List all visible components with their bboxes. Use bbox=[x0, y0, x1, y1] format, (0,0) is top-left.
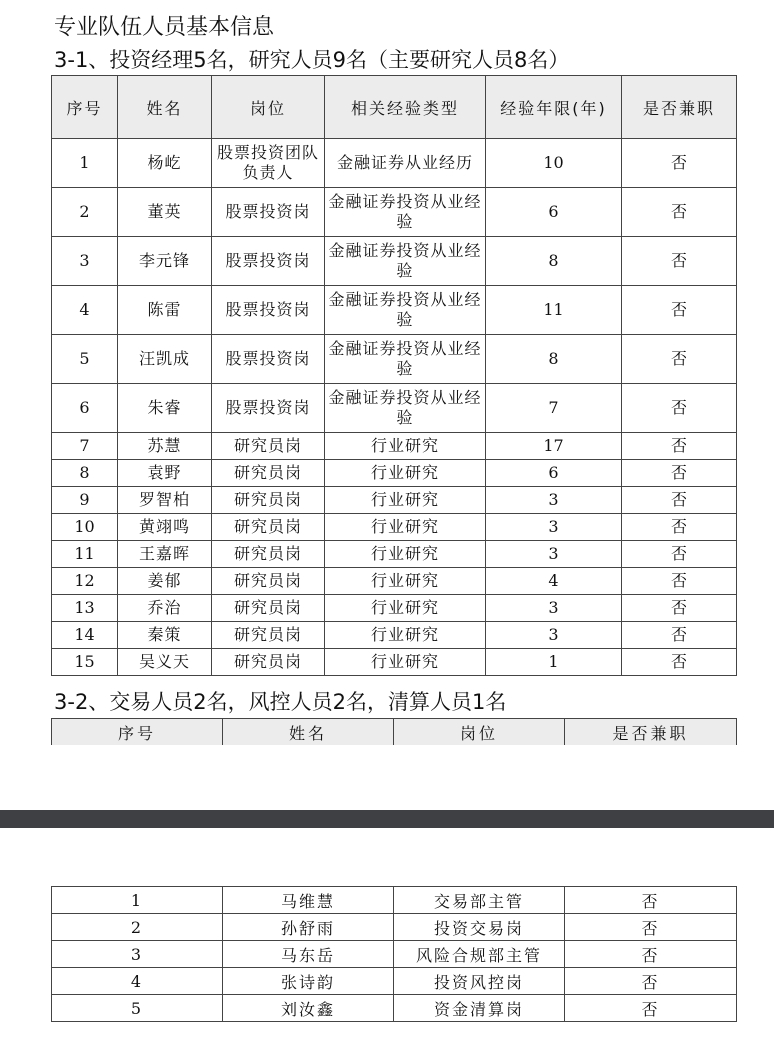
table-row bbox=[52, 460, 737, 487]
table-row bbox=[52, 568, 737, 595]
table-row bbox=[52, 384, 737, 433]
cell-post: 投资风控岗 bbox=[394, 968, 565, 995]
cell-index: 2 bbox=[52, 188, 118, 237]
table-row bbox=[52, 595, 737, 622]
cell-part-time: 否 bbox=[622, 286, 737, 335]
cell-post: 研究员岗 bbox=[212, 649, 325, 676]
cell-post: 风险合规部主管 bbox=[394, 941, 565, 968]
cell-name: 孙舒雨 bbox=[223, 914, 394, 941]
cell-years: 4 bbox=[486, 568, 622, 595]
table-row bbox=[52, 335, 737, 384]
cell-name: 刘汝鑫 bbox=[223, 995, 394, 1022]
table-row bbox=[52, 188, 737, 237]
cell-years: 8 bbox=[486, 335, 622, 384]
cell-part-time: 否 bbox=[565, 968, 737, 995]
header-post: 岗位 bbox=[394, 719, 565, 746]
page-break-divider bbox=[0, 810, 774, 828]
cell-experience-type: 金融证券投资从业经验 bbox=[325, 237, 486, 286]
header-years: 经验年限(年) bbox=[486, 76, 622, 139]
cell-index: 12 bbox=[52, 568, 118, 595]
cell-part-time: 否 bbox=[565, 887, 737, 914]
cell-post: 交易部主管 bbox=[394, 887, 565, 914]
cell-part-time: 否 bbox=[622, 622, 737, 649]
table-body bbox=[52, 887, 737, 1022]
cell-experience-type: 金融证券投资从业经验 bbox=[325, 335, 486, 384]
page-heading: 专业队伍人员基本信息 bbox=[54, 15, 275, 40]
cell-part-time: 否 bbox=[565, 914, 737, 941]
cell-post: 研究员岗 bbox=[212, 568, 325, 595]
cell-post: 股票投资团队负责人 bbox=[212, 139, 325, 188]
cell-post: 研究员岗 bbox=[212, 433, 325, 460]
cell-name: 朱睿 bbox=[118, 384, 212, 433]
cell-experience-type: 行业研究 bbox=[325, 541, 486, 568]
cell-index: 8 bbox=[52, 460, 118, 487]
cell-name: 董英 bbox=[118, 188, 212, 237]
cell-experience-type: 行业研究 bbox=[325, 649, 486, 676]
cell-index: 14 bbox=[52, 622, 118, 649]
cell-post: 股票投资岗 bbox=[212, 335, 325, 384]
table-row bbox=[52, 237, 737, 286]
header-name: 姓名 bbox=[223, 719, 394, 746]
table-row bbox=[52, 541, 737, 568]
section-2-title: 3-2、交易人员2名，风控人员2名，清算人员1名 bbox=[54, 690, 507, 714]
cell-part-time: 否 bbox=[622, 460, 737, 487]
cell-index: 5 bbox=[52, 335, 118, 384]
cell-post: 研究员岗 bbox=[212, 541, 325, 568]
cell-index: 1 bbox=[52, 139, 118, 188]
table-body bbox=[52, 139, 737, 676]
cell-post: 研究员岗 bbox=[212, 460, 325, 487]
table-row bbox=[52, 968, 737, 995]
cell-post: 股票投资岗 bbox=[212, 237, 325, 286]
cell-index: 9 bbox=[52, 487, 118, 514]
cell-index: 15 bbox=[52, 649, 118, 676]
cell-part-time: 否 bbox=[565, 941, 737, 968]
table-row bbox=[52, 649, 737, 676]
cell-experience-type: 金融证券投资从业经验 bbox=[325, 384, 486, 433]
cell-years: 11 bbox=[486, 286, 622, 335]
cell-years: 3 bbox=[486, 487, 622, 514]
page-gap bbox=[0, 745, 774, 810]
cell-part-time: 否 bbox=[622, 595, 737, 622]
cell-post: 研究员岗 bbox=[212, 487, 325, 514]
cell-experience-type: 行业研究 bbox=[325, 433, 486, 460]
table-row bbox=[52, 914, 737, 941]
cell-name: 马维慧 bbox=[223, 887, 394, 914]
cell-post: 投资交易岗 bbox=[394, 914, 565, 941]
header-name: 姓名 bbox=[118, 76, 212, 139]
cell-name: 罗智柏 bbox=[118, 487, 212, 514]
cell-experience-type: 金融证券投资从业经验 bbox=[325, 286, 486, 335]
cell-part-time: 否 bbox=[622, 514, 737, 541]
section-1-title: 3-1、投资经理5名，研究人员9名（主要研究人员8名） bbox=[54, 48, 570, 72]
cell-years: 3 bbox=[486, 622, 622, 649]
cell-years: 1 bbox=[486, 649, 622, 676]
cell-experience-type: 金融证券从业经历 bbox=[325, 139, 486, 188]
header-index: 序号 bbox=[52, 76, 118, 139]
cell-experience-type: 行业研究 bbox=[325, 460, 486, 487]
cell-name: 张诗韵 bbox=[223, 968, 394, 995]
cell-post: 股票投资岗 bbox=[212, 384, 325, 433]
cell-part-time: 否 bbox=[622, 649, 737, 676]
cell-years: 17 bbox=[486, 433, 622, 460]
cell-post: 资金清算岗 bbox=[394, 995, 565, 1022]
cell-years: 3 bbox=[486, 514, 622, 541]
header-experience-type: 相关经验类型 bbox=[325, 76, 486, 139]
cell-index: 5 bbox=[52, 995, 223, 1022]
table-row bbox=[52, 286, 737, 335]
cell-post: 研究员岗 bbox=[212, 595, 325, 622]
cell-part-time: 否 bbox=[622, 237, 737, 286]
cell-name: 李元锋 bbox=[118, 237, 212, 286]
cell-part-time: 否 bbox=[622, 188, 737, 237]
cell-part-time: 否 bbox=[622, 384, 737, 433]
cell-post: 股票投资岗 bbox=[212, 286, 325, 335]
cell-part-time: 否 bbox=[622, 139, 737, 188]
table-row bbox=[52, 433, 737, 460]
cell-index: 6 bbox=[52, 384, 118, 433]
cell-name: 杨屹 bbox=[118, 139, 212, 188]
cell-name: 黄翊鸣 bbox=[118, 514, 212, 541]
cell-index: 3 bbox=[52, 941, 223, 968]
cell-name: 秦策 bbox=[118, 622, 212, 649]
cell-name: 王嘉晖 bbox=[118, 541, 212, 568]
trading-risk-staff-table-header bbox=[51, 718, 737, 746]
table-row bbox=[52, 887, 737, 914]
cell-index: 4 bbox=[52, 286, 118, 335]
cell-name: 乔治 bbox=[118, 595, 212, 622]
cell-name: 陈雷 bbox=[118, 286, 212, 335]
cell-post: 股票投资岗 bbox=[212, 188, 325, 237]
table-row bbox=[52, 487, 737, 514]
trading-risk-staff-table bbox=[51, 886, 737, 1022]
cell-years: 3 bbox=[486, 595, 622, 622]
cell-part-time: 否 bbox=[622, 433, 737, 460]
cell-post: 研究员岗 bbox=[212, 514, 325, 541]
cell-name: 袁野 bbox=[118, 460, 212, 487]
cell-index: 3 bbox=[52, 237, 118, 286]
cell-part-time: 否 bbox=[565, 995, 737, 1022]
cell-index: 11 bbox=[52, 541, 118, 568]
cell-years: 7 bbox=[486, 384, 622, 433]
table-row bbox=[52, 139, 737, 188]
cell-experience-type: 行业研究 bbox=[325, 622, 486, 649]
cell-post: 研究员岗 bbox=[212, 622, 325, 649]
cell-experience-type: 行业研究 bbox=[325, 487, 486, 514]
cell-name: 马东岳 bbox=[223, 941, 394, 968]
cell-index: 7 bbox=[52, 433, 118, 460]
cell-experience-type: 行业研究 bbox=[325, 568, 486, 595]
cell-experience-type: 行业研究 bbox=[325, 595, 486, 622]
cell-part-time: 否 bbox=[622, 541, 737, 568]
table-row bbox=[52, 941, 737, 968]
cell-index: 13 bbox=[52, 595, 118, 622]
cell-name: 苏慧 bbox=[118, 433, 212, 460]
investment-research-staff-table bbox=[51, 75, 737, 676]
table-row bbox=[52, 514, 737, 541]
cell-index: 10 bbox=[52, 514, 118, 541]
cell-years: 8 bbox=[486, 237, 622, 286]
table-row bbox=[52, 995, 737, 1022]
header-index: 序号 bbox=[52, 719, 223, 746]
cell-index: 1 bbox=[52, 887, 223, 914]
cell-years: 3 bbox=[486, 541, 622, 568]
header-post: 岗位 bbox=[212, 76, 325, 139]
cell-index: 4 bbox=[52, 968, 223, 995]
table-row bbox=[52, 622, 737, 649]
table-header-row bbox=[52, 76, 737, 139]
header-part-time: 是否兼职 bbox=[565, 719, 737, 746]
cell-experience-type: 行业研究 bbox=[325, 514, 486, 541]
cell-name: 汪凯成 bbox=[118, 335, 212, 384]
table-header-row bbox=[52, 719, 737, 746]
cell-part-time: 否 bbox=[622, 568, 737, 595]
cell-years: 6 bbox=[486, 460, 622, 487]
cell-years: 10 bbox=[486, 139, 622, 188]
header-part-time: 是否兼职 bbox=[622, 76, 737, 139]
cell-part-time: 否 bbox=[622, 335, 737, 384]
cell-index: 2 bbox=[52, 914, 223, 941]
cell-years: 6 bbox=[486, 188, 622, 237]
cell-name: 姜郁 bbox=[118, 568, 212, 595]
cell-part-time: 否 bbox=[622, 487, 737, 514]
cell-experience-type: 金融证券投资从业经验 bbox=[325, 188, 486, 237]
cell-name: 吴义天 bbox=[118, 649, 212, 676]
